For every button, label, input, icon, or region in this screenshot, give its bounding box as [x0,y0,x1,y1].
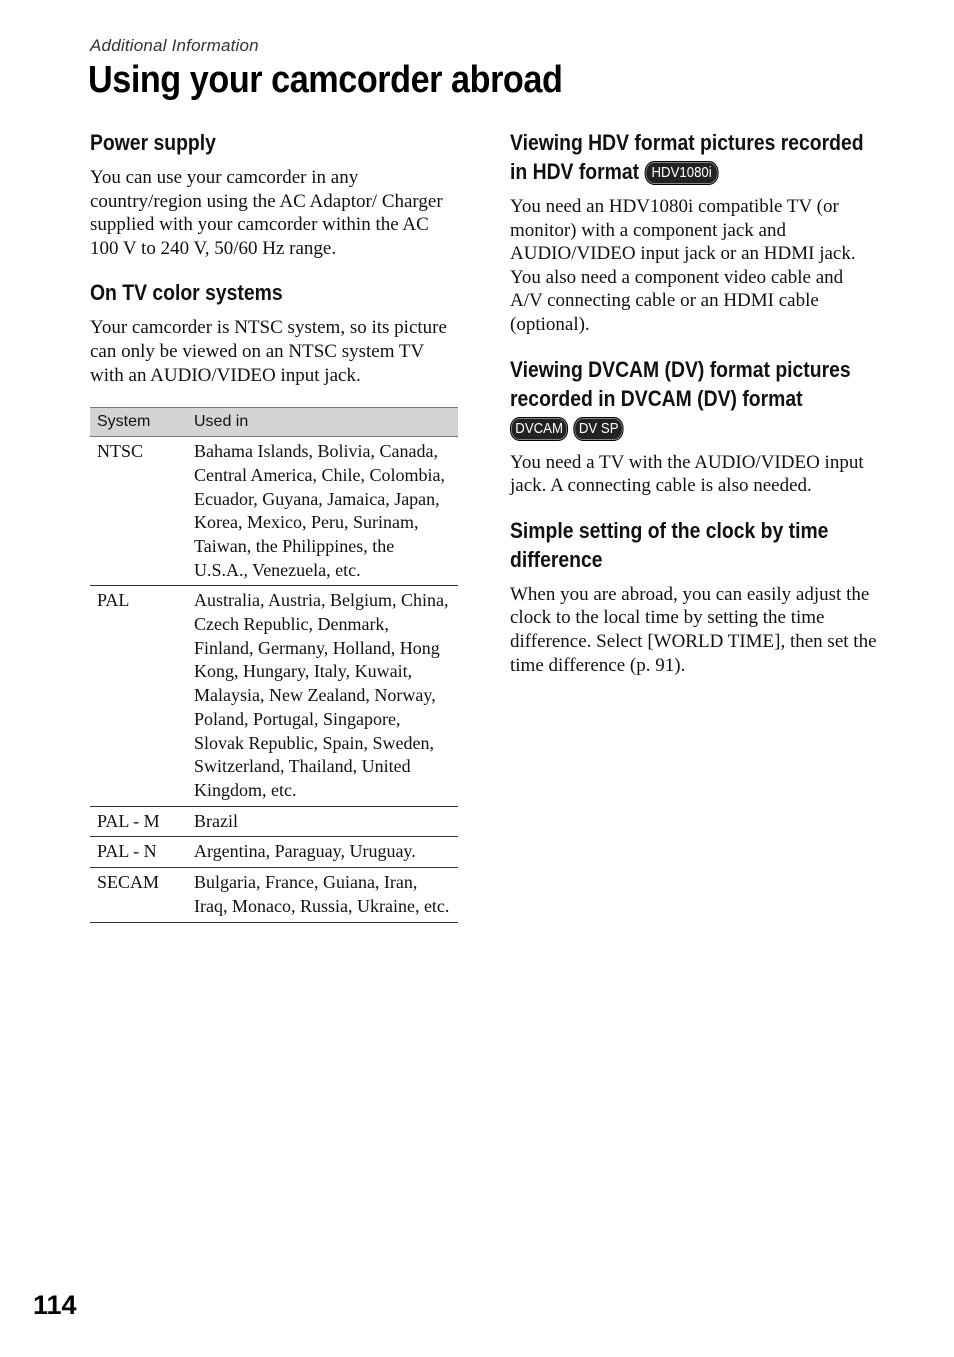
table-row [90,806,458,837]
column-header-system: System [90,408,187,437]
used-in-cell: Bahama Islands, Bolivia, Canada, Central America, Chile, Colombia, Ecuador, Guyana, Jamaica, Japan, Korea, Mexico, Peru, Surinam, Taiwan, the Philippines, the U.S.A., Venezuela, etc. [187,437,458,586]
hdv1080i-icon: HDV1080i [644,161,718,185]
system-cell: SECAM [90,868,187,922]
power-supply-body: You can use your camcorder in any country/region using the AC Adaptor/ Charger supplied with your camcorder within the AC 100 V to 240 V, 50/60 Hz range. [90,167,443,259]
table-row [90,586,458,806]
dvcam-body: You need a TV with the AUDIO/VIDEO input jack. A connecting cable is also needed. [510,451,864,497]
dv-sp-icon: DV SP [574,417,624,441]
hdv-heading-line1: Viewing HDV format pictures recorded [510,130,864,155]
used-in-cell: Bulgaria, France, Guiana, Iran, Iraq, Monaco, Russia, Ukraine, etc. [187,868,458,922]
tv-systems-table [90,407,458,922]
page-title: Using your camcorder abroad [88,59,563,101]
clock-heading-line1: Simple setting of the clock by time [510,517,829,543]
table-row [90,837,458,868]
table-header-row [90,408,458,437]
dvcam-heading-line1: Viewing DVCAM (DV) format pictures [510,356,851,382]
column-header-used-in: Used in [187,408,458,437]
used-in-cell: Australia, Austria, Belgium, China, Czech Republic, Denmark, Finland, Germany, Holland, Hong Kong, Hungary, Italy, Kuwait, Malaysia, New Zealand, Norway, Poland, Portugal, Singapore, Slovak Republic, Spain, Sweden, Switzerland, Thailand, United Kingdom, etc. [187,586,458,806]
system-cell: PAL - M [90,806,187,837]
dvcam-icon: DVCAM [510,417,568,441]
clock-heading-line2: difference [510,546,603,572]
left-column [90,128,458,923]
dvcam-icons [510,413,834,442]
section-label: Additional Information [90,36,259,55]
dvcam-heading [510,355,851,442]
right-column [510,128,878,677]
table-row [90,868,458,922]
dvcam-heading-line2: recorded in DVCAM (DV) format [510,385,803,411]
used-in-cell: Brazil [187,806,458,837]
system-cell: PAL - N [90,837,187,868]
power-supply-heading: Power supply [90,130,216,155]
tv-color-heading: On TV color systems [90,280,283,306]
hdv-body: You need an HDV1080i compatible TV (or monitor) with a component jack and AUDIO/VIDEO input jack or an HDMI jack. You also need a component video cable and A/V connecting cable or an HDMI cable (optional). [510,196,856,335]
used-in-cell: Argentina, Paraguay, Uruguay. [187,837,458,868]
page-number: 114 [33,1290,77,1320]
tv-color-body: Your camcorder is NTSC system, so its picture can only be viewed on an NTSC system TV with an AUDIO/VIDEO input jack. [90,317,447,386]
hdv-heading [510,128,864,186]
clock-body: When you are abroad, you can easily adjust the clock to the local time by setting the time difference. Select [WORLD TIME], then set the time difference (p. 91). [510,583,877,676]
hdv-heading-line2-wrap [510,157,834,186]
hdv-heading-line2: in HDV format [510,159,640,184]
system-cell: PAL [90,586,187,806]
table-row [90,437,458,586]
system-cell: NTSC [90,437,187,586]
clock-heading [510,516,834,574]
